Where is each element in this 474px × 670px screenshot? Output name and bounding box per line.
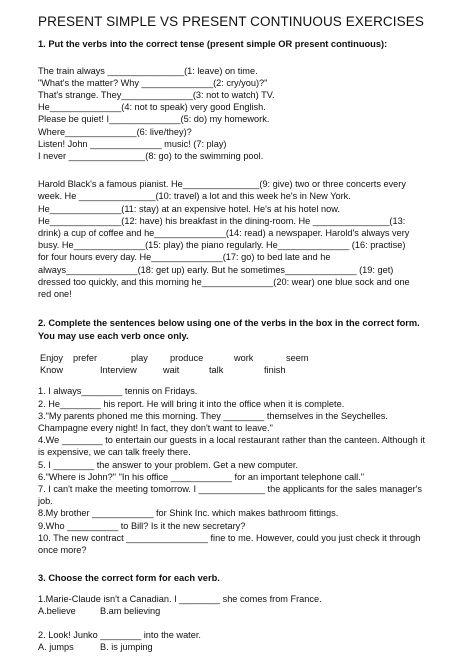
option-b: B. is jumping (100, 642, 153, 653)
question-1-options (38, 605, 444, 617)
section1-lines (38, 65, 444, 163)
paragraph-line: for four hours every day. He______________(17: go) to bed late and he (38, 252, 331, 263)
sentence-item: 5. I ________ the answer to your problem. Get a new computer. (38, 459, 298, 470)
paragraph-line: red one! (38, 289, 72, 300)
paragraph-line: week. He _______________(10: travel) a lot and this week he's in New York. (38, 191, 351, 202)
verb-word: Know (40, 365, 63, 376)
exercise-line: He______________(4: not to speak) very good English. (38, 102, 266, 113)
sentence-item-cont: Champagne every night! In fact, they don't want to leave." (38, 423, 273, 434)
section1-heading: 1. Put the verbs into the correct tense (present simple OR present continuous): (38, 39, 388, 50)
sentence-item-cont: is expensive, we can talk freely there. (38, 447, 191, 458)
sentence-item: 1. I always________ tennis on Fridays. (38, 386, 198, 397)
verb-word: Interview (100, 365, 137, 376)
verb-word: work (234, 353, 254, 364)
exercise-line: Listen! John ______________ music! (7: play) (38, 138, 227, 149)
exercise-line: The train always _______________(1: leave) on time. (38, 65, 258, 76)
exercise-line: Where______________(6: live/they)? (38, 126, 192, 137)
verb-word: talk (209, 365, 224, 376)
harold-paragraph (38, 178, 444, 300)
verb-word: prefer (73, 353, 98, 364)
paragraph-line: dressed too quickly, and this morning he______________(20: wear) one blue sock and one (38, 276, 410, 287)
option-b: B.am believing (100, 605, 161, 616)
verb-word: produce (170, 353, 204, 364)
verb-word: Enjoy (40, 353, 63, 364)
verb-row (38, 364, 444, 376)
sentence-item-cont: job. (38, 496, 53, 507)
paragraph-line: Harold Black's a famous pianist. He_______________(9: give) two or three concerts every (38, 179, 406, 190)
verb-word: finish (264, 365, 286, 376)
sentence-item: 3."My parents phoned me this morning. They ________ themselves in the Seychelles. (38, 410, 388, 421)
option-a: A.believe (38, 605, 76, 616)
exercise-line: "What's the matter? Why ______________(2: cry/you)?" (38, 77, 268, 88)
question-2-options (38, 641, 444, 653)
verb-word: play (131, 353, 148, 364)
verb-word: wait (163, 365, 180, 376)
exercise-line: That's strange. They______________(3: not to watch) TV. (38, 90, 275, 101)
paragraph-line: drink) a cup of coffee and he______________(14: read) a newspaper. Harold's always very (38, 228, 410, 239)
sentence-item: 9.Who __________ to Bill? Is it the new secretary? (38, 520, 246, 531)
section2-subheading: You may use each verb once only. (38, 330, 189, 341)
verb-row (38, 352, 444, 364)
section3 (38, 572, 444, 653)
option-a: A. jumps (38, 642, 74, 653)
exercise-line: Please be quiet! I______________(5: do) my homework. (38, 114, 270, 125)
paragraph-line: He______________(12: have) his breakfast in the dining-room. He _______________(13: (38, 215, 406, 226)
sentence-item: 6."Where is John?" "In his office ____________ for an important telephone call." (38, 471, 364, 482)
sentence-item: 4.We ________ to entertain our guests in a local restaurant rather than the canteen. Although it (38, 435, 425, 446)
paragraph-line: busy. He______________(15: play) the piano regularly. He______________ (16: practise) (38, 240, 406, 251)
sentence-item: 8.My brother ____________ for Shink Inc. which makes bathroom fittings. (38, 508, 339, 519)
sentence-item: 2. He________ his report. He will bring it into the office when it is complete. (38, 398, 345, 409)
verb-word: seem (286, 353, 309, 364)
section2-heading: 2. Complete the sentences below using one of the verbs in the box in the correct form. (38, 318, 420, 329)
section2 (38, 317, 444, 556)
section3-heading: 3. Choose the correct form for each verb. (38, 573, 220, 584)
exercise-line: I never _______________(8: go) to the swimming pool. (38, 151, 264, 162)
section3-questions (38, 593, 444, 654)
question-2: 2. Look! Junko ________ into the water. (38, 630, 201, 641)
section2-items (38, 385, 444, 556)
worksheet-title: PRESENT SIMPLE VS PRESENT CONTINUOUS EXERCISES (38, 14, 424, 29)
sentence-item: 7. I can't make the meeting tomorrow. I _____________ the applicants for the sales manager's (38, 484, 422, 495)
paragraph-line: always______________(18: get up) early. But he sometimes______________ (19: get) (38, 264, 394, 275)
sentence-item-cont: once more? (38, 545, 87, 556)
sentence-item: 10. The new contract ________________ fine to me. However, could you just check it through (38, 532, 421, 543)
paragraph-line: He______________(11: stay) at an expensive hotel. He's at his hotel now. (38, 203, 340, 214)
question-1: 1.Marie-Claude isn't a Canadian. I ________ she comes from France. (38, 593, 322, 604)
verb-box (38, 352, 444, 376)
